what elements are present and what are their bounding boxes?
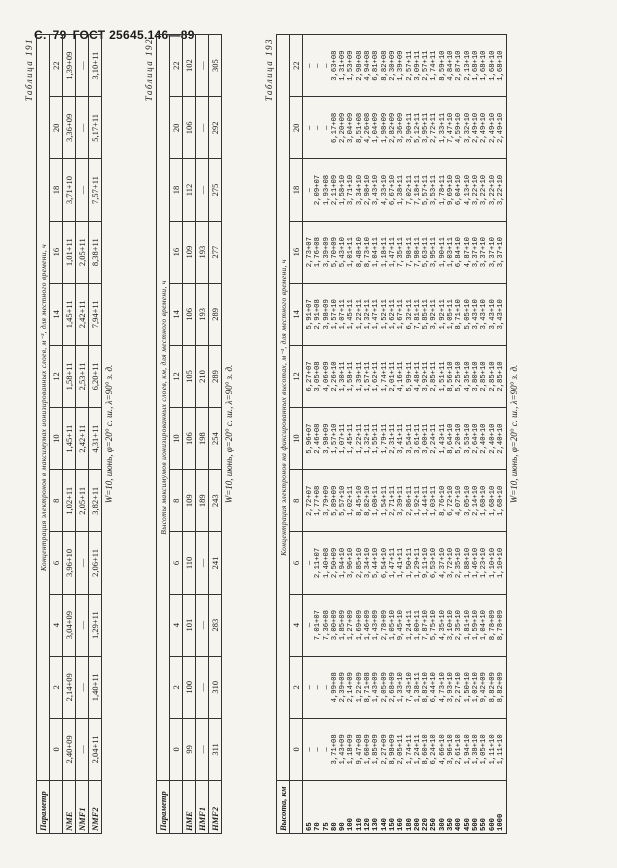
table-caption: Таблица 192 [143, 38, 154, 102]
table-cell: 3,10+11 [88, 35, 101, 97]
hour-header: 2 [49, 656, 62, 718]
table-cell: 2,42+11 [75, 283, 88, 345]
table-cell: — [195, 656, 208, 718]
table-cell: 310 [208, 656, 221, 718]
hour-header: 4 [169, 594, 182, 656]
table-conditions: W=10, июнь, φ=20° с. ш., λ=90° з. д. [223, 364, 234, 504]
table-cell: 106 [182, 408, 195, 470]
table-cell: 1,45+11 [62, 408, 75, 470]
hour-header: 18 [289, 159, 302, 221]
table-cell: — [75, 594, 88, 656]
table-cell: 198 [195, 408, 208, 470]
table-cell: 2,40+09 [62, 718, 75, 780]
param-name: HMF1 [195, 781, 208, 834]
table-cell: 101 [182, 594, 195, 656]
table-cell: 106 [182, 283, 195, 345]
table-193 [264, 34, 521, 834]
table-cell: 112 [182, 159, 195, 221]
table-cell: 102 [182, 35, 195, 97]
table-cell: 109 [182, 221, 195, 283]
hour-header: 0 [49, 718, 62, 780]
hour-header: 20 [169, 97, 182, 159]
standard-code: ГОСТ 25645.146—89 [72, 28, 195, 42]
param-header: Параметр [36, 781, 49, 834]
table-cell: — [195, 159, 208, 221]
band-label: Концентрация электронов в максимумах ионизированных слоев, м⁻³, для местного времени, ч [36, 35, 49, 781]
value-column: 5,91+07 2,91+08 3,98+09 1,57+10 1,07+11 1,45+11 1,22+11 1,32+11 1,47+11 1,52+11 1,62+11 1,67+11 6,32+11 7,81+11 5,85+11 3,92+11 1,92+11 1,05+11 8,71+10 5,05+10 3,43+10 3,43+10 3,43+10 3,43+10 [302, 283, 506, 345]
hour-header: 2 [289, 656, 302, 718]
hour-header: 14 [49, 283, 62, 345]
table-cell: 110 [182, 532, 195, 594]
table-cell: 305 [208, 35, 221, 97]
table-cell: 3,96+10 [62, 532, 75, 594]
table-cell: 1,39+09 [62, 35, 75, 97]
table-cell: 289 [208, 283, 221, 345]
table-cell: 241 [208, 532, 221, 594]
table-cell: 2,04+11 [88, 718, 101, 780]
hour-header: 0 [169, 718, 182, 780]
table-cell: 283 [208, 594, 221, 656]
hour-header: 16 [49, 221, 62, 283]
table-caption: Таблица 191 [23, 38, 34, 102]
table-cell: 189 [195, 470, 208, 532]
table-cell: 2,05+11 [75, 470, 88, 532]
table-cell: 105 [182, 345, 195, 407]
data-table [156, 34, 222, 834]
hour-header: 12 [289, 345, 302, 407]
value-column: 6,27+07 3,05+08 4,06+09 2,26+10 1,30+11 1,58+11 1,39+11 1,57+11 1,62+11 1,74+11 2,01+11 4,16+11 5,99+11 4,48+11 3,92+11 2,85+11 1,51+11 8,56+10 5,25+10 4,35+10 3,80+10 2,85+10 2,85+10 2,85+10 [302, 345, 506, 407]
table-cell: 8,38+11 [88, 221, 101, 283]
hour-header: 2 [169, 656, 182, 718]
table-cell: — [75, 35, 88, 97]
band-label: Концентрация электронов на фиксированных высотах, м⁻³, для местного времени, ч [276, 35, 289, 781]
page-prefix: С. [34, 28, 47, 42]
table-cell: 254 [208, 408, 221, 470]
table-cell: 7,94+11 [88, 283, 101, 345]
table-cell: 109 [182, 470, 195, 532]
rotated-tables [24, 34, 594, 834]
hour-header: 14 [289, 283, 302, 345]
hour-header: 6 [169, 532, 182, 594]
table-cell: 3,36+09 [62, 97, 75, 159]
hour-header: 0 [289, 718, 302, 780]
value-column: — 7,01+07 7,36+08 3,00+09 1,85+09 1,27+09 1,69+09 1,46+09 1,43+09 2,78+09 1,05+10 9,45+10 1,24+11 1,00+11 7,87+10 5,75+10 4,35+10 3,10+10 2,35+10 1,81+10 1,59+10 1,04+10 8,78+09 8,78+09 [302, 594, 506, 656]
table-row [88, 35, 101, 834]
param-name: NMF2 [88, 781, 101, 834]
hour-header: 4 [289, 594, 302, 656]
param-name: HME [182, 781, 195, 834]
table-caption: Таблица 193 [263, 38, 274, 102]
table-cell: 2,14+09 [62, 656, 75, 718]
table-cell: — [195, 35, 208, 97]
hour-header: 8 [169, 470, 182, 532]
hour-header: 16 [289, 221, 302, 283]
hour-header: 10 [49, 408, 62, 470]
table-cell: 99 [182, 718, 195, 780]
hour-header: 22 [49, 35, 62, 97]
data-table [276, 34, 507, 834]
table-cell: 1,45+11 [62, 283, 75, 345]
table-192 [144, 34, 236, 834]
value-column: — 2,09+07 1,93+08 2,11+09 1,58+10 3,71+10 3,34+10 2,98+10 3,43+10 4,33+10 6,67+10 1,38+11 7,02+11 7,18+11 5,57+11 3,53+11 1,78+11 9,69+10 6,04+10 4,13+10 3,22+10 3,22+10 3,22+10 3,22+10 [302, 159, 506, 221]
table-cell: 2,06+11 [88, 532, 101, 594]
table-cell: — [75, 656, 88, 718]
hour-header: 4 [49, 594, 62, 656]
table-conditions: W=10, июнь, φ=20° с. ш., λ=90° з. д. [508, 364, 519, 504]
hour-header: 12 [169, 345, 182, 407]
table-row [208, 35, 221, 834]
table-cell: — [195, 97, 208, 159]
table-cell: 3,04+09 [62, 594, 75, 656]
param-name: NME [62, 781, 75, 834]
table-cell: 193 [195, 221, 208, 283]
table-cell: 2,53+11 [75, 345, 88, 407]
table-cell: — [75, 532, 88, 594]
table-row [75, 35, 88, 834]
data-table [36, 34, 102, 834]
hour-header: 22 [289, 35, 302, 97]
table-cell: 2,05+11 [75, 221, 88, 283]
table-cell: — [75, 718, 88, 780]
value-column: 5,96+07 2,46+08 3,98+09 1,57+10 1,07+11 1,45+11 1,22+11 1,32+11 1,55+11 1,79+11 2,31+11 3,41+11 3,54+11 3,61+11 3,00+11 2,24+11 1,43+11 8,64+10 5,20+10 3,53+10 2,64+10 2,40+10 2,40+10 2,40+10 [302, 408, 506, 470]
table-cell: 6,20+11 [88, 345, 101, 407]
param-header: Параметр [156, 781, 169, 834]
table-cell: 1,29+11 [88, 594, 101, 656]
table-cell: 2,42+11 [75, 408, 88, 470]
table-cell: 243 [208, 470, 221, 532]
table-cell: 1,02+11 [62, 470, 75, 532]
hour-header: 8 [289, 470, 302, 532]
hour-header: 14 [169, 283, 182, 345]
table-cell: 4,31+11 [88, 408, 101, 470]
table-cell: 277 [208, 221, 221, 283]
table-cell: 292 [208, 97, 221, 159]
hour-header: 10 [289, 408, 302, 470]
hour-header: 6 [289, 532, 302, 594]
table-cell: 7,57+11 [88, 159, 101, 221]
param-header: Высота, км [276, 781, 289, 834]
table-cell: 1,40+11 [88, 656, 101, 718]
table-cell: 193 [195, 283, 208, 345]
table-row [62, 35, 75, 834]
table-cell: 3,71+10 [62, 159, 75, 221]
value-column: — — — 4,99+08 2,39+09 2,14+09 1,22+09 8,71+08 1,43+09 2,05+09 2,68+09 1,33+10 7,43+10 1,38+11 8,82+10 6,44+10 4,73+10 3,93+10 2,27+10 1,50+10 1,02+10 9,42+09 8,82+09 8,82+09 [302, 656, 506, 718]
hour-header: 8 [49, 470, 62, 532]
value-column: 2,72+07 1,77+08 3,79+09 5,89+09 5,57+10 1,02+11 8,45+10 8,82+10 1,08+11 1,54+11 2,71+11 3,39+11 2,86+11 1,92+11 1,44+11 1,03+11 8,76+10 6,72+10 4,07+10 3,05+10 2,14+10 1,68+10 1,68+10 1,68+10 [302, 470, 506, 532]
table-cell: 1,01+11 [62, 221, 75, 283]
table-cell: 3,82+11 [88, 470, 101, 532]
page-number: 79 [52, 28, 67, 42]
table-cell: 100 [182, 656, 195, 718]
table-cell: — [195, 532, 208, 594]
table-cell: 5,17+11 [88, 97, 101, 159]
table-cell: 106 [182, 97, 195, 159]
heights-column: 65 70 75 80 90 100 110 120 130 140 150 160 180 200 220 250 300 350 400 450 500 550 600 1000 [302, 781, 506, 834]
hour-header: 18 [169, 159, 182, 221]
band-label: Высоты максимумов ионизированных слоев, км, для местного времени, ч [156, 35, 169, 781]
value-column: — 2,11+07 1,40+08 2,50+09 1,94+10 3,96+10 2,85+10 3,34+10 5,44+10 6,54+10 1,47+11 1,41+11 1,50+11 1,29+11 9,11+10 6,53+10 4,37+10 3,72+10 2,35+10 1,88+10 1,46+10 1,23+10 1,10+10 1,10+10 [302, 532, 506, 594]
hour-header: 18 [49, 159, 62, 221]
value-column: — — — 6,17+08 2,20+09 3,04+09 8,51+08 4,26+08 1,04+09 1,98+09 2,82+09 3,36+09 3,90+11 5,12+11 3,95+11 2,72+11 1,33+11 7,47+10 4,59+10 3,32+10 2,49+10 2,49+10 2,49+10 2,49+10 [302, 97, 506, 159]
table-conditions: W=10, июнь, φ=20° с. ш., λ=90° з. д. [103, 364, 114, 504]
table-cell: — [195, 594, 208, 656]
table-cell: 275 [208, 159, 221, 221]
table-cell: 1,58+11 [62, 345, 75, 407]
hour-header: 20 [49, 97, 62, 159]
table-row [182, 35, 195, 834]
table-cell: 289 [208, 345, 221, 407]
hour-header: 16 [169, 221, 182, 283]
value-column: — — — 3,63+08 1,31+09 1,53+09 2,98+08 4,94+08 6,81+08 8,82+08 2,30+09 1,39+09 2,57+11 3,09+11 2,57+11 1,74+11 8,59+10 4,84+10 2,87+10 2,13+10 1,68+10 1,68+10 1,68+10 1,68+10 [302, 35, 506, 97]
hour-header: 6 [49, 532, 62, 594]
hour-header: 10 [169, 408, 182, 470]
table-cell: — [75, 97, 88, 159]
table-cell: 311 [208, 718, 221, 780]
value-column: 2,73+07 1,76+08 3,39+09 5,70+09 5,43+10 1,01+11 8,48+10 8,73+10 1,04+11 1,18+11 1,47+11 7,35+11 7,98+11 7,98+11 5,63+11 3,95+11 1,90+11 1,03+11 6,84+10 4,87+10 3,37+10 3,37+10 3,37+10 3,37+10 [302, 221, 506, 283]
table-row [195, 35, 208, 834]
value-column: — — — 3,71+08 1,43+09 1,18+09 9,47+08 1,60+09 1,85+09 2,27+09 8,98+09 2,05+11 1,74+11 1,24+11 8,60+10 6,24+10 4,66+10 3,96+10 2,61+10 1,94+10 1,38+10 1,05+10 1,11+10 1,11+10 [302, 718, 506, 780]
hour-header: 20 [289, 97, 302, 159]
table-cell: — [75, 159, 88, 221]
param-name: NMF1 [75, 781, 88, 834]
param-name: HMF2 [208, 781, 221, 834]
hour-header: 22 [169, 35, 182, 97]
table-cell: 210 [195, 345, 208, 407]
hour-header: 12 [49, 345, 62, 407]
table-191 [24, 34, 116, 834]
table-cell: — [195, 718, 208, 780]
